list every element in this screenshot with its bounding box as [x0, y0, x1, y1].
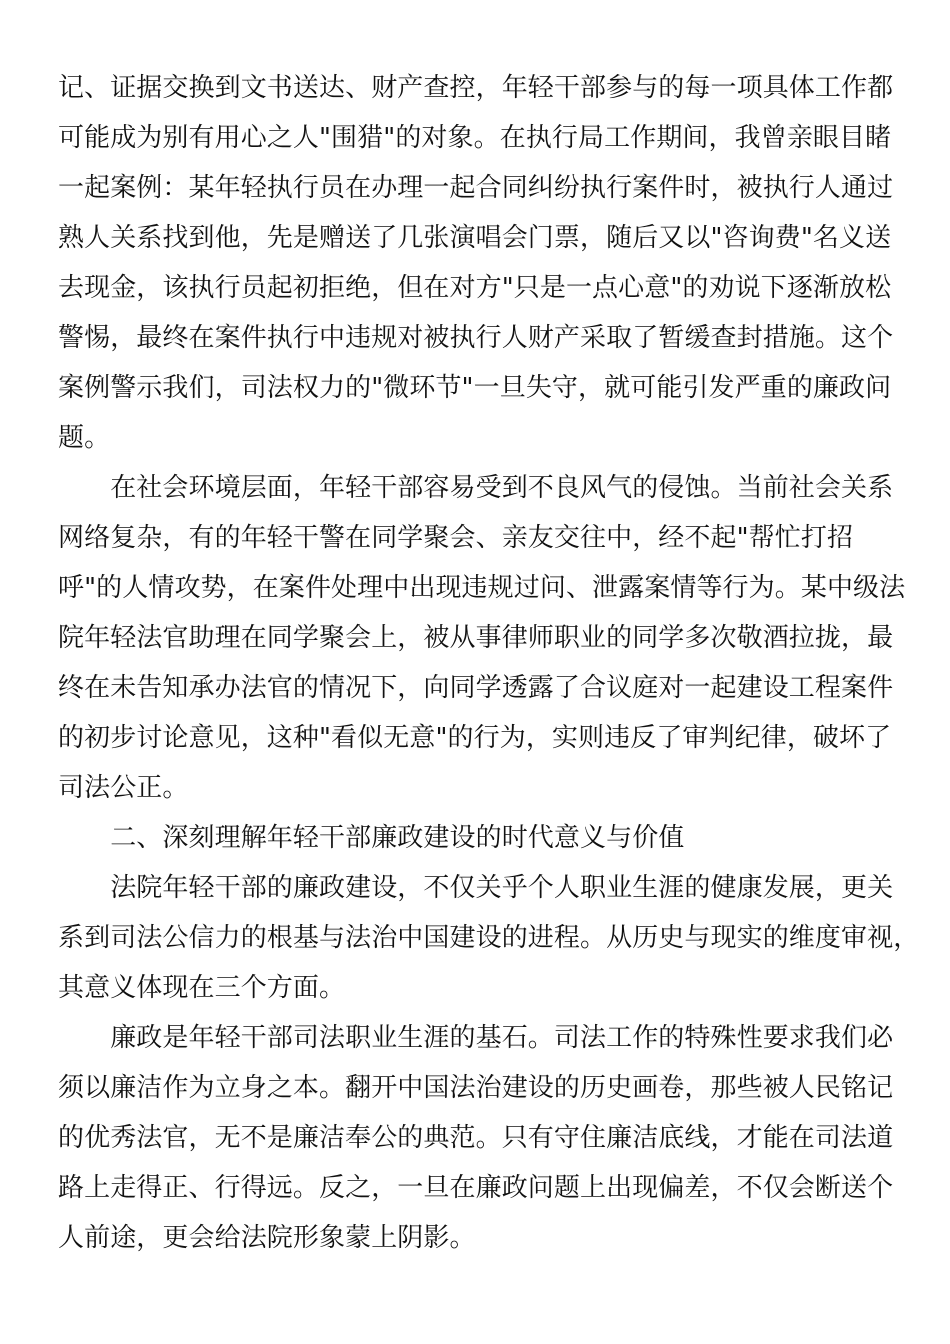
text-line: 其意义体现在三个方面。: [58, 973, 346, 1003]
text-line: 网络复杂，有的年轻干警在同学聚会、亲友交往中，经不起"帮忙打招: [58, 523, 854, 553]
text-line: 院年轻法官助理在同学聚会上，被从事律师职业的同学多次敬酒拉拢，最: [58, 623, 894, 653]
text-line: 的初步讨论意见，这种"看似无意"的行为，实则违反了审判纪律，破坏了: [58, 723, 892, 753]
text-line: 终在未告知承办法官的情况下，向同学透露了合议庭对一起建设工程案件: [58, 673, 894, 703]
text-line: 的优秀法官，无不是廉洁奉公的典范。只有守住廉洁底线，才能在司法道: [58, 1123, 894, 1153]
text-line: 在社会环境层面，年轻干部容易受到不良风气的侵蚀。当前社会关系: [58, 473, 894, 503]
text-line: 题。: [58, 423, 111, 453]
text-line: 去现金，该执行员起初拒绝，但在对方"只是一点心意"的劝说下逐渐放松: [58, 273, 892, 303]
text-line: 警惕，最终在案件执行中违规对被执行人财产采取了暂缓查封措施。这个: [58, 323, 894, 353]
text-line: 熟人关系找到他，先是赠送了几张演唱会门票，随后又以"咨询费"名义送: [58, 223, 892, 253]
text-line: 法院年轻干部的廉政建设，不仅关乎个人职业生涯的健康发展，更关: [58, 873, 894, 903]
text-line: 人前途，更会给法院形象蒙上阴影。: [58, 1223, 476, 1253]
text-line: 廉政是年轻干部司法职业生涯的基石。司法工作的特殊性要求我们必: [58, 1023, 894, 1053]
text-line: 须以廉洁作为立身之本。翻开中国法治建设的历史画卷，那些被人民铭记: [58, 1073, 894, 1103]
section-heading: 二、深刻理解年轻干部廉政建设的时代意义与价值: [58, 823, 685, 853]
text-line: 一起案例：某年轻执行员在办理一起合同纠纷执行案件时，被执行人通过: [58, 173, 894, 203]
text-line: 记、证据交换到文书送达、财产查控，年轻干部参与的每一项具体工作都: [58, 73, 894, 103]
text-line: 案例警示我们，司法权力的"微环节"一旦失守，就可能引发严重的廉政问: [58, 373, 892, 403]
text-line: 路上走得正、行得远。反之，一旦在廉政问题上出现偏差，不仅会断送个: [58, 1173, 894, 1203]
text-line: 呼"的人情攻势，在案件处理中出现违规过问、泄露案情等行为。某中级法: [58, 573, 906, 603]
text-line: 司法公正。: [58, 773, 189, 803]
text-line: 系到司法公信力的根基与法治中国建设的进程。从历史与现实的维度审视，: [58, 923, 920, 953]
text-line: 可能成为别有用心之人"围猎"的对象。在执行局工作期间，我曾亲眼目睹: [58, 123, 892, 153]
